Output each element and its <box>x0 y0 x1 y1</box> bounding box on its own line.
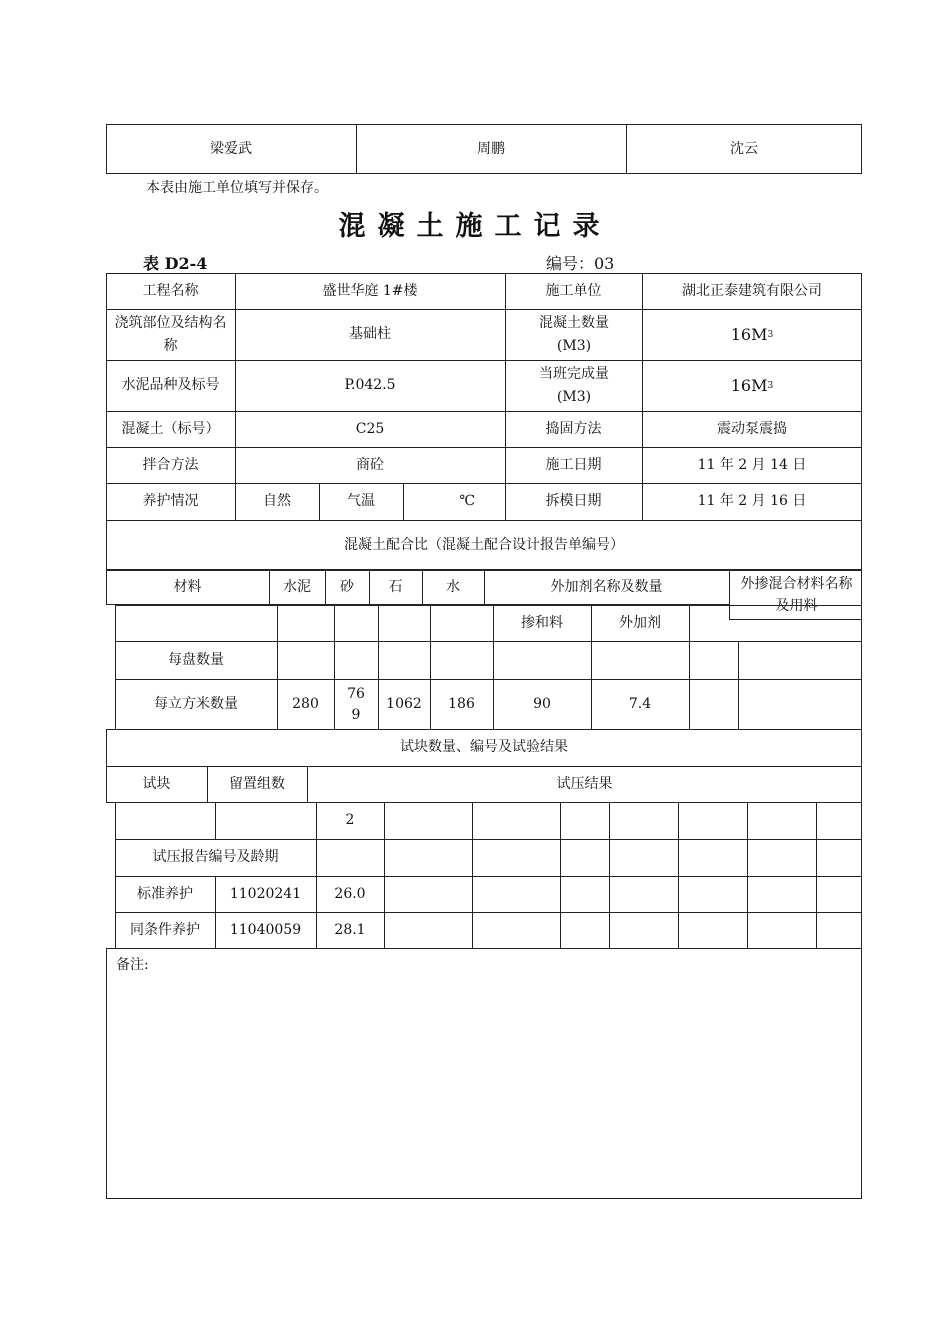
concrete-qty: 16M 3 <box>730 324 774 344</box>
header-water: 水 <box>446 579 460 596</box>
header-admixture-group: 外加剂名称及数量 <box>550 579 663 596</box>
strip-date: 11 年 2 月 16 日 <box>697 493 807 510</box>
note-top: 本表由施工单位填写并保存。 <box>146 180 328 196</box>
contractor: 湖北正泰建筑有限公司 <box>682 282 822 299</box>
remarks-label: 备注: <box>116 957 149 973</box>
table-code: 表 D2-4 <box>143 254 208 273</box>
same-condition-report: 11040059 <box>229 922 302 939</box>
mixing-label: 拌合方法 <box>142 456 199 473</box>
groups-value: 2 <box>345 812 355 829</box>
signature-3: 沈云 <box>730 140 758 157</box>
per-m3-water: 186 <box>448 696 475 713</box>
pour-location-label: 浇筑部位及结构名称 <box>114 315 227 354</box>
per-m3-admixture-a: 90 <box>533 696 551 713</box>
tamping-label: 捣固方法 <box>545 420 602 437</box>
specimen-label: 试块 <box>142 776 171 793</box>
standard-curing-label: 标准养护 <box>137 885 193 902</box>
serial-number: 编号：03 <box>546 254 615 273</box>
page-title: 混凝土施工记录 <box>338 211 612 242</box>
grade-label: 混凝土（标号） <box>121 420 220 437</box>
per-m3-admixture-b: 7.4 <box>628 696 652 713</box>
per-m3-stone: 1062 <box>386 696 422 713</box>
remarks-box <box>106 948 862 1199</box>
standard-curing-report: 11020241 <box>229 885 302 902</box>
pour-date: 11 年 2 月 14 日 <box>697 456 807 473</box>
temp-unit: ℃ <box>459 493 475 510</box>
header-admixture-b: 外加剂 <box>619 614 661 631</box>
strip-date-label: 拆模日期 <box>545 493 602 510</box>
header-sand: 砂 <box>340 579 354 596</box>
shift-qty: 16M 3 <box>730 375 774 395</box>
header-stone: 石 <box>388 579 403 596</box>
per-batch-label: 每盘数量 <box>168 651 224 668</box>
signature-2: 周鹏 <box>477 140 505 157</box>
curing-label: 养护情况 <box>142 493 199 510</box>
mixing: 商砼 <box>356 456 384 473</box>
temp-label: 气温 <box>347 493 375 510</box>
per-m3-label: 每立方米数量 <box>154 696 238 713</box>
pour-date-label: 施工日期 <box>545 456 602 473</box>
cement-label: 水泥品种及标号 <box>121 377 220 394</box>
project-name-label: 工程名称 <box>142 282 199 299</box>
per-m3-sand: 769 <box>347 685 365 723</box>
header-extra-materials: 外掺混合材料名称及用料 <box>740 575 853 614</box>
signature-1: 梁爱武 <box>210 140 252 157</box>
mix-section-title: 混凝土配合比（混凝土配合设计报告单编号） <box>344 536 624 553</box>
per-m3-cement: 280 <box>292 696 319 713</box>
groups-label: 留置组数 <box>229 776 285 793</box>
tests-section-title: 试块数量、编号及试验结果 <box>400 739 568 756</box>
header-material: 材料 <box>173 579 202 596</box>
header-cement: 水泥 <box>283 579 311 596</box>
same-condition-label: 同条件养护 <box>130 922 200 939</box>
standard-curing-result: 26.0 <box>334 885 366 902</box>
concrete-qty-label: 混凝土数量(M3) <box>539 315 609 354</box>
shift-qty-label: 当班完成量(M3) <box>539 366 609 405</box>
curing: 自然 <box>263 493 291 510</box>
contractor-label: 施工单位 <box>545 282 602 299</box>
project-name: 盛世华庭 1#楼 <box>322 282 418 299</box>
results-label: 试压结果 <box>556 776 613 793</box>
cement: P.042.5 <box>344 377 396 394</box>
grade: C25 <box>355 420 385 437</box>
same-condition-result: 28.1 <box>334 922 366 939</box>
report-label: 试压报告编号及龄期 <box>152 849 279 866</box>
tamping: 震动泵震捣 <box>717 420 787 437</box>
pour-location: 基础柱 <box>349 326 391 343</box>
header-admixture-a: 掺和料 <box>521 614 563 631</box>
